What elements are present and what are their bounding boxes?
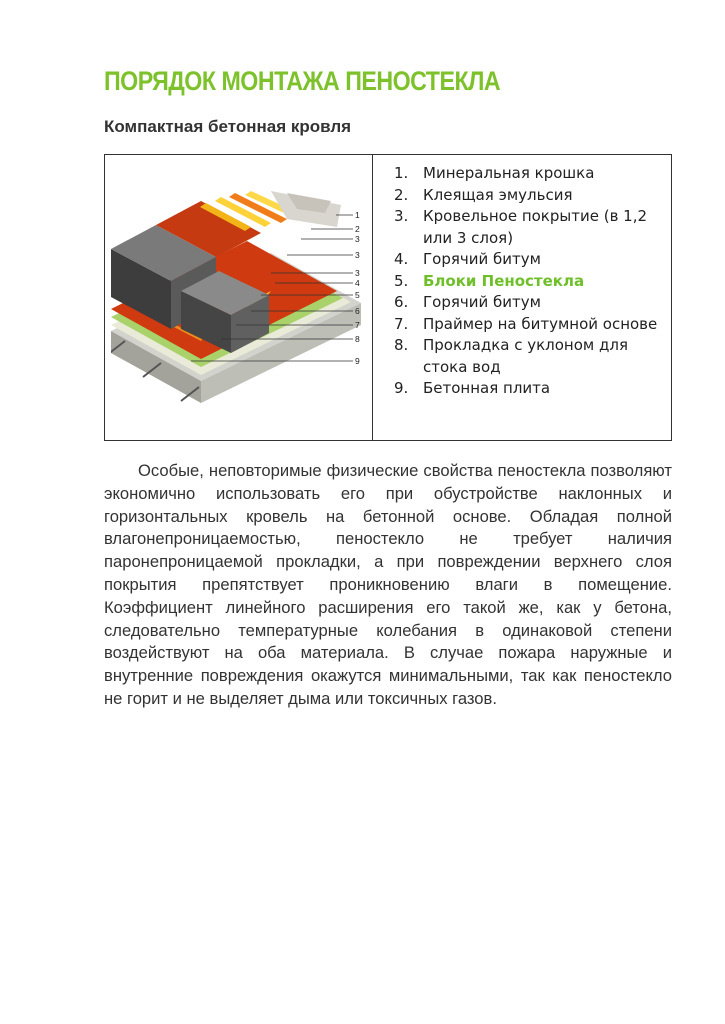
legend-item-label: Бетонная плита	[423, 379, 551, 397]
callout-label: 8	[355, 334, 360, 344]
callout-label: 3	[355, 250, 360, 260]
legend-item-number: 9.	[394, 379, 409, 397]
callout-label: 7	[355, 320, 360, 330]
legend-item-number: 7.	[394, 314, 409, 333]
legend-item	[394, 292, 664, 314]
legend-item	[394, 335, 664, 378]
legend-item-number: 8.	[394, 336, 409, 354]
legend-item-label: Горячий битум	[423, 250, 541, 268]
legend-item-label: Прокладка с уклоном для стока вод	[423, 336, 628, 376]
figure-callouts	[355, 210, 360, 366]
column-divider	[372, 155, 373, 440]
page-title: ПОРЯДОК МОНТАЖА ПЕНОСТЕКЛА	[104, 66, 501, 96]
callout-label: 9	[355, 356, 360, 366]
callout-label: 3	[355, 268, 360, 278]
legend-item	[394, 314, 664, 336]
legend-item-highlighted	[394, 271, 664, 293]
callout-label: 1	[355, 210, 360, 220]
legend-item-label: Горячий битум	[423, 293, 541, 311]
legend-item	[394, 163, 664, 185]
legend-item-number: 1.	[394, 164, 409, 182]
section-subtitle: Компактная бетонная кровля	[104, 117, 352, 136]
legend-item-label: Блоки Пеностекла	[423, 271, 585, 290]
legend-item-number: 4.	[394, 250, 409, 268]
legend-item-number: 5.	[394, 271, 409, 290]
body-paragraph: Особые, неповторимые физические свойства пеностекла позволяют экономично использовать его при обустройстве наклонных и горизонтальных кровель на бетонной основе. Обладая полной влагонепроницаемостью, пеностекло не требует наличия паронепроницаемой прокладки, а при повреждении верхнего слоя покрытия препятствует проникновению влаги в помещение. Коэффициент линейного расширения его такой же, как у бетона, следовательно температурные колебания в одинаковой степени воздействуют на оба материала. В случае пожара наружные и внутренние повреждения окажутся минимальными, так как пеностекло не горит и не выделяет дыма или токсичных газов.	[104, 461, 672, 708]
callout-label: 4	[355, 278, 360, 288]
legend-item-number: 3.	[394, 207, 409, 225]
callout-label: 2	[355, 224, 360, 234]
legend-item	[394, 185, 664, 207]
legend-item-number: 2.	[394, 185, 409, 204]
legend-item-label: Минеральная крошка	[423, 164, 595, 182]
layer-legend-list	[394, 163, 664, 400]
legend-item-label: Клеящая эмульсия	[423, 185, 573, 204]
legend-item	[394, 378, 664, 400]
roof-layers-illustration	[111, 191, 367, 421]
callout-label: 3	[355, 234, 360, 244]
callout-label: 5	[355, 290, 360, 300]
legend-item-label: Праймер на битумной основе	[423, 314, 658, 333]
callout-label: 6	[355, 306, 360, 316]
legend-item	[394, 206, 664, 249]
legend-item-number: 6.	[394, 293, 409, 311]
legend-item	[394, 249, 664, 271]
roof-layers-table	[104, 154, 672, 441]
legend-item-label: Кровельное покрытие (в 1,2 или 3 слоя)	[423, 207, 648, 247]
